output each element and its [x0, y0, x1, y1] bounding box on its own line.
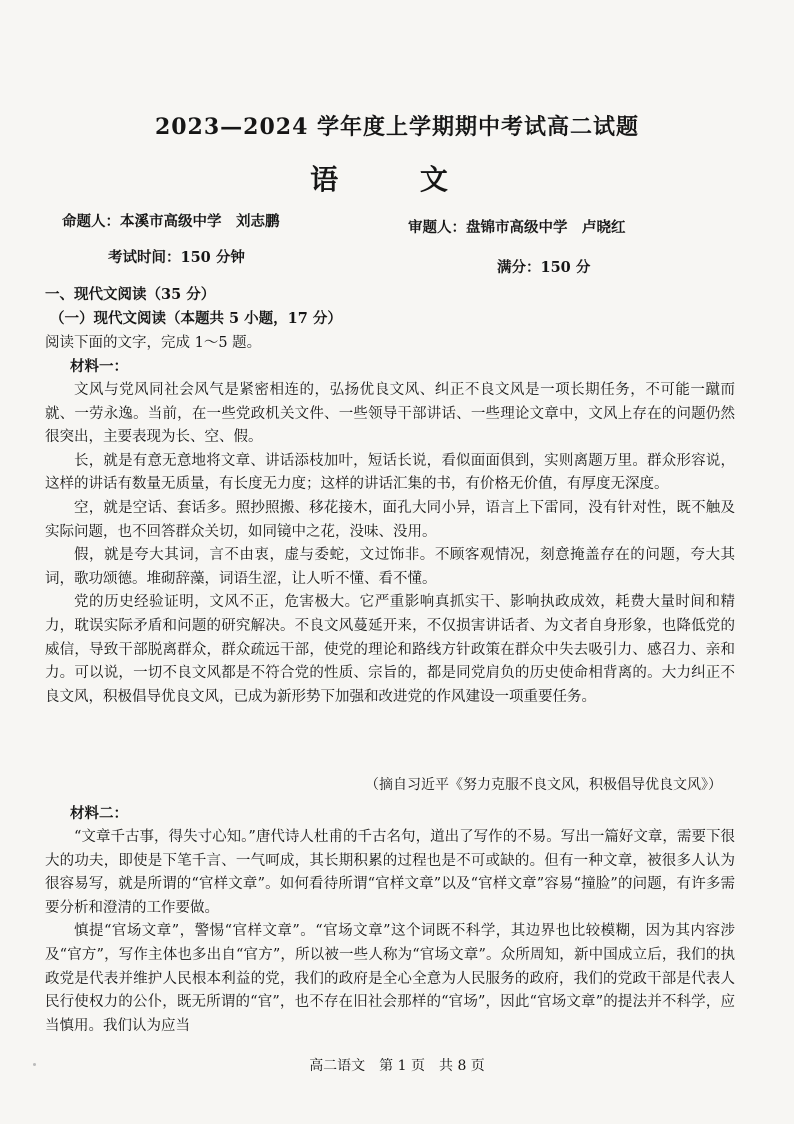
material2-body — [45, 826, 735, 1038]
section-heading-modern-reading: （一）现代文阅读（本题共 5 小题，17 分） — [50, 310, 342, 327]
section-heading-part1: 一、现代文阅读（35 分） — [45, 286, 216, 303]
full-score: 满分：150 分 — [497, 259, 591, 276]
material2-label: 材料二： — [70, 805, 128, 822]
subject-title: 语 文 — [310, 163, 484, 196]
scan-speck — [33, 1063, 36, 1066]
material2-paragraph: 慎提“官场文章”，警惕“官样文章”。“官场文章”这个词既不科学，其边界也比较模糊，因为其内容涉及“官方”，写作主体也多出自“官方”，所以被一些人称为“官场文章”。众所周知，新中国成立后，我们的执政党是代表并维护人民根本利益的党，我们的政府是全心全意为人民服务的政府，我们的党政干部是代表人民行使权力的公仆，既无所谓的“官”，也不存在旧社会那样的“官场”，因此“官场文章”的提法并不科学，应当慎用。我们认为应当 — [45, 923, 735, 1034]
author-line: 命题人：本溪市高级中学 刘志鹏 — [62, 213, 280, 230]
material1-paragraph: 党的历史经验证明，文风不正，危害极大。它严重影响真抓实干、影响执政成效，耗费大量时间和精力，耽误实际矛盾和问题的研究解决。不良文风蔓延开来，不仅损害讲话者、为文者自身形象，也降低党的威信，导致干部脱离群众，群众疏远干部，使党的理论和路线方针政策在群众中失去吸引力、感召力、亲和力。可以说，一切不良文风都是不符合党的性质、宗旨的，都是同党肩负的历史使命相背离的。大力纠正不良文风，积极倡导优良文风，已成为新形势下加强和改进党的作风建设一项重要任务。 — [45, 594, 735, 705]
reading-instruction: 阅读下面的文字，完成 1～5 题。 — [45, 335, 262, 351]
material1-source: （摘自习近平《努力克服不良文风，积极倡导优良文风》） — [365, 777, 722, 793]
material1-paragraph: 空，就是空话、套话多。照抄照搬、移花接木，面孔大同小异，语言上下雷同，没有针对性，既不触及实际问题，也不回答群众关切，如同镜中之花，没味、没用。 — [45, 499, 735, 540]
material1-label: 材料一： — [70, 358, 128, 375]
material1-paragraph: 文风与党风同社会风气是紧密相连的，弘扬优良文风、纠正不良文风是一项长期任务，不可能一蹴而就、一劳永逸。当前，在一些党政机关文件、一些领导干部讲话、一些理论文章中，文风上存在的问题仍然很突出，主要表现为长、空、假。 — [45, 382, 735, 446]
exam-title: 2023—2024 学年度上学期期中考试高二试题 — [154, 114, 640, 140]
material1-body — [45, 379, 735, 709]
reviewer-line: 审题人：盘锦市高级中学 卢晓红 — [408, 219, 626, 236]
material1-paragraph: 长，就是有意无意地将文章、讲话添枝加叶，短话长说，看似面面俱到，实则离题万里。群众形容说，这样的讲话有数量无质量，有长度无力度；这样的讲话汇集的书，有价格无价值，有厚度无深度。 — [45, 452, 735, 493]
material1-paragraph: 假，就是夸大其词，言不由衷，虚与委蛇，文过饰非。不顾客观情况，刻意掩盖存在的问题，夸大其词，歌功颂德。堆砌辞藻，词语生涩，让人听不懂、看不懂。 — [45, 547, 735, 587]
exam-time: 考试时间：150 分钟 — [108, 249, 245, 266]
page-footer: 高二语文 第 1 页 共 8 页 — [309, 1058, 485, 1074]
material2-paragraph: “文章千古事，得失寸心知。”唐代诗人杜甫的千古名句，道出了写作的不易。写出一篇好文章，需要下很大的功夫，即使是下笔千言、一气呵成，其长期积累的过程也是不可或缺的。但有一种文章，被很多人认为很容易写，就是所谓的“官样文章”。如何看待所谓“官样文章”以及“官样文章”容易“撞脸”的问题，有许多需要分析和澄清的工作要做。 — [45, 829, 735, 916]
